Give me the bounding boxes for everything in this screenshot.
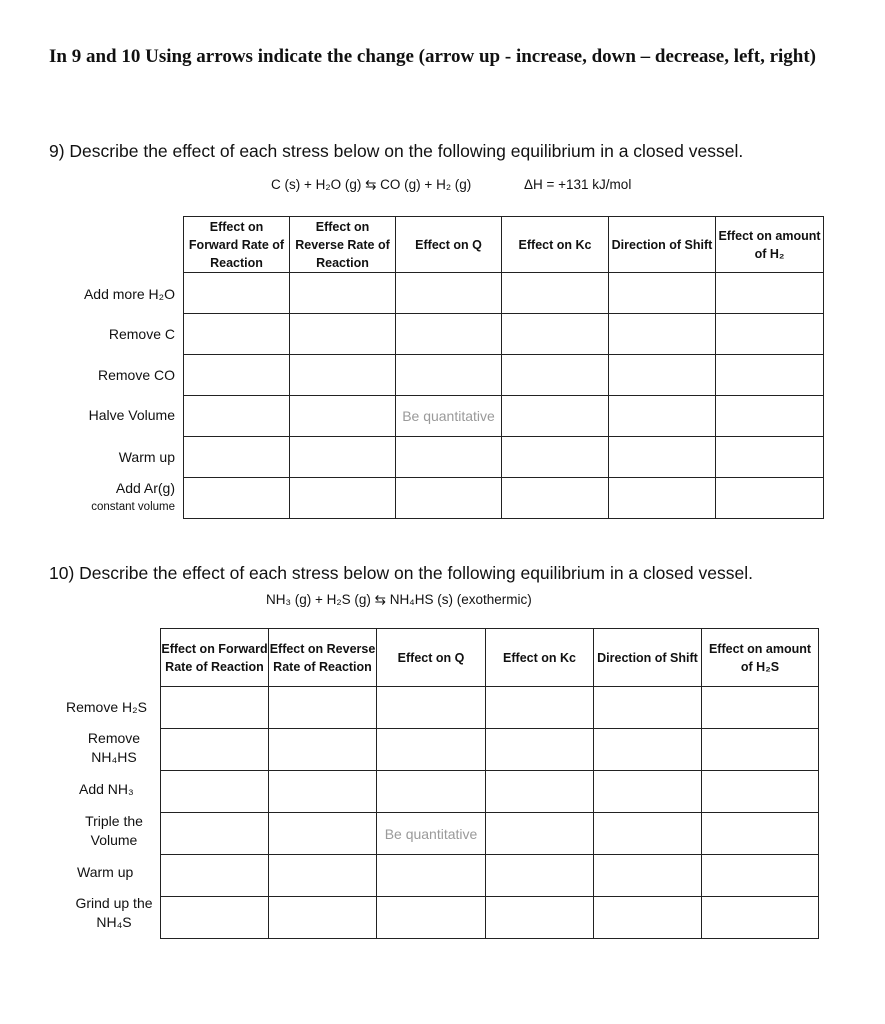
answer-cell[interactable] — [502, 437, 609, 478]
answer-cell[interactable] — [396, 314, 502, 355]
q10-header-q: Effect on Q — [377, 629, 486, 687]
answer-cell[interactable] — [702, 855, 819, 897]
answer-cell[interactable] — [184, 478, 290, 519]
q10-header-amount-h2s: Effect on amount of H₂S — [702, 629, 819, 687]
table-row — [184, 273, 824, 314]
table-row — [184, 396, 824, 437]
table-row — [161, 729, 819, 771]
answer-cell[interactable] — [396, 273, 502, 314]
answer-cell[interactable] — [609, 478, 716, 519]
answer-cell[interactable] — [702, 771, 819, 813]
answer-cell[interactable] — [396, 478, 502, 519]
table-row — [161, 813, 819, 855]
q9-enthalpy: ΔH = +131 kJ/mol — [524, 177, 632, 192]
answer-cell[interactable] — [396, 355, 502, 396]
q9-row-label: Add Ar(g) — [115, 480, 175, 496]
q9-equation: C (s) + H₂O (g) ⇆ CO (g) + H₂ (g) — [271, 177, 472, 192]
answer-cell[interactable] — [396, 437, 502, 478]
answer-cell[interactable] — [269, 729, 377, 771]
q9-row-label: Remove CO — [97, 367, 175, 383]
q9-table — [183, 216, 824, 519]
answer-cell[interactable] — [269, 813, 377, 855]
instructions-heading: In 9 and 10 Using arrows indicate the change (arrow up - increase, down – decrease, left, right) — [49, 46, 817, 67]
q10-header-kc: Effect on Kc — [486, 629, 594, 687]
q10-hint-cell[interactable] — [377, 813, 486, 855]
be-quantitative-hint: Be quantitative — [384, 825, 478, 842]
q9-row-label: Warm up — [118, 449, 175, 465]
answer-cell[interactable] — [161, 729, 269, 771]
q9-header-shift: Direction of Shift — [609, 217, 716, 273]
answer-cell[interactable] — [269, 897, 377, 939]
answer-cell[interactable] — [594, 771, 702, 813]
q9-header-kc: Effect on Kc — [502, 217, 609, 273]
answer-cell[interactable] — [184, 314, 290, 355]
q10-header-reverse-rate: Effect on Reverse Rate of Reaction — [269, 629, 377, 687]
q10-row-label: Add NH₃ — [79, 781, 134, 797]
table-row — [184, 478, 824, 519]
answer-cell[interactable] — [486, 813, 594, 855]
answer-cell[interactable] — [290, 396, 396, 437]
q9-title: 9) Describe the effect of each stress below on the following equilibrium in a closed vessel. — [49, 141, 744, 161]
answer-cell[interactable] — [702, 897, 819, 939]
answer-cell[interactable] — [702, 729, 819, 771]
q10-header-shift: Direction of Shift — [594, 629, 702, 687]
answer-cell[interactable] — [502, 396, 609, 437]
answer-cell[interactable] — [609, 396, 716, 437]
answer-cell[interactable] — [377, 687, 486, 729]
q10-equation: NH₃ (g) + H₂S (g) ⇆ NH₄HS (s) (exothermic) — [266, 592, 532, 607]
answer-cell[interactable] — [609, 314, 716, 355]
answer-cell[interactable] — [594, 813, 702, 855]
answer-cell[interactable] — [377, 897, 486, 939]
q9-row-label: Halve Volume — [88, 407, 175, 423]
answer-cell[interactable] — [502, 355, 609, 396]
q9-row-note: constant volume — [91, 501, 175, 513]
answer-cell[interactable] — [161, 813, 269, 855]
answer-cell[interactable] — [502, 478, 609, 519]
answer-cell[interactable] — [184, 437, 290, 478]
answer-cell[interactable] — [502, 314, 609, 355]
answer-cell[interactable] — [716, 273, 824, 314]
answer-cell[interactable] — [161, 897, 269, 939]
q10-title: 10) Describe the effect of each stress below on the following equilibrium in a closed vessel. — [49, 563, 753, 583]
answer-cell[interactable] — [290, 478, 396, 519]
q9-row-label: Remove C — [108, 326, 175, 342]
answer-cell[interactable] — [184, 273, 290, 314]
q10-row-label: Warm up — [77, 864, 134, 880]
answer-cell[interactable] — [716, 437, 824, 478]
q9-header-forward-rate: Effect on Forward Rate of Reaction — [184, 217, 290, 273]
q10-header-forward-rate: Effect on Forward Rate of Reaction — [161, 629, 269, 687]
answer-cell[interactable] — [594, 729, 702, 771]
answer-cell[interactable] — [594, 687, 702, 729]
table-row — [184, 437, 824, 478]
answer-cell[interactable] — [269, 687, 377, 729]
answer-cell[interactable] — [184, 355, 290, 396]
answer-cell[interactable] — [716, 478, 824, 519]
answer-cell[interactable] — [486, 855, 594, 897]
answer-cell[interactable] — [161, 687, 269, 729]
q10-table — [160, 628, 819, 939]
table-row — [161, 771, 819, 813]
answer-cell[interactable] — [716, 314, 824, 355]
answer-cell[interactable] — [702, 687, 819, 729]
answer-cell[interactable] — [594, 855, 702, 897]
be-quantitative-hint: Be quantitative — [402, 408, 495, 424]
answer-cell[interactable] — [609, 273, 716, 314]
answer-cell[interactable] — [486, 897, 594, 939]
answer-cell[interactable] — [609, 437, 716, 478]
answer-cell[interactable] — [269, 771, 377, 813]
answer-cell[interactable] — [609, 355, 716, 396]
answer-cell[interactable] — [290, 355, 396, 396]
answer-cell[interactable] — [702, 813, 819, 855]
answer-cell[interactable] — [290, 273, 396, 314]
table-row — [184, 355, 824, 396]
answer-cell[interactable] — [486, 771, 594, 813]
answer-cell[interactable] — [269, 855, 377, 897]
q9-header-q: Effect on Q — [396, 217, 502, 273]
answer-cell[interactable] — [502, 273, 609, 314]
q9-hint-cell[interactable] — [396, 396, 502, 437]
answer-cell[interactable] — [290, 437, 396, 478]
answer-cell[interactable] — [486, 687, 594, 729]
answer-cell[interactable] — [716, 396, 824, 437]
table-row — [161, 855, 819, 897]
q10-header-row — [161, 629, 819, 687]
answer-cell[interactable] — [377, 855, 486, 897]
answer-cell[interactable] — [161, 771, 269, 813]
answer-cell[interactable] — [377, 729, 486, 771]
q10-row-label: Remove NH₄HS — [87, 730, 141, 765]
answer-cell[interactable] — [290, 314, 396, 355]
answer-cell[interactable] — [716, 355, 824, 396]
q10-row-label: Grind up the NH₄S — [75, 895, 153, 930]
answer-cell[interactable] — [184, 396, 290, 437]
answer-cell[interactable] — [594, 897, 702, 939]
q10-row-label: Triple the Volume — [85, 813, 143, 848]
q9-header-amount-h2: Effect on amount of H₂ — [716, 217, 824, 273]
table-row — [184, 314, 824, 355]
q10-row-label: Remove H₂S — [66, 699, 147, 715]
answer-cell[interactable] — [486, 729, 594, 771]
answer-cell[interactable] — [377, 771, 486, 813]
answer-cell[interactable] — [161, 855, 269, 897]
table-row — [161, 897, 819, 939]
q9-header-reverse-rate: Effect on Reverse Rate of Reaction — [290, 217, 396, 273]
q9-header-row — [184, 217, 824, 273]
table-row — [161, 687, 819, 729]
q9-row-label: Add more H₂O — [83, 286, 175, 302]
